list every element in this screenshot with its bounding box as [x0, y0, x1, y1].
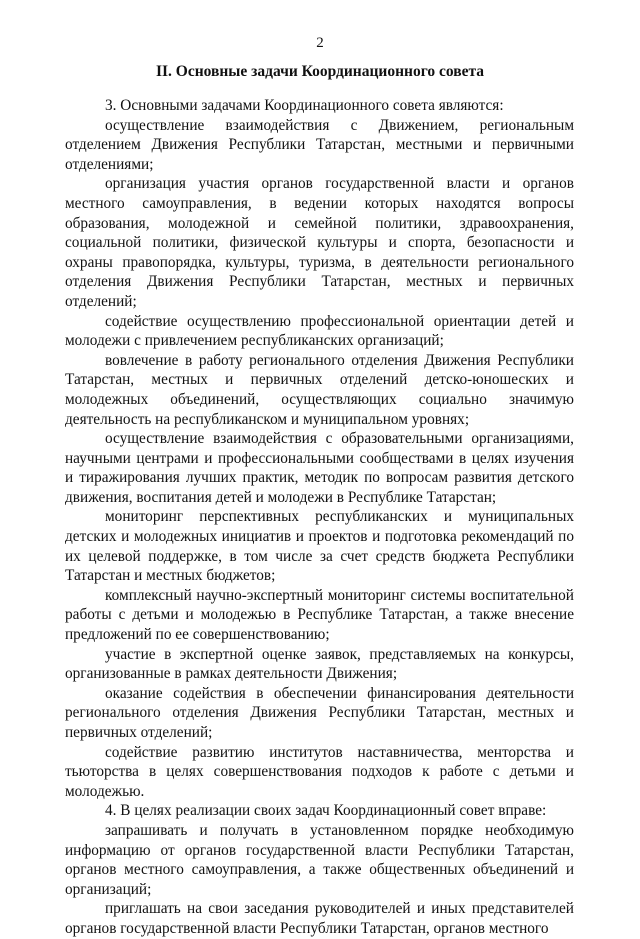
paragraph-monitoring-initiatives: мониторинг перспективных республиканских и муниципальных детских и молодежных инициатив и проектов и подготовка рекомендаций по их целевой поддержке, в том числе за счет средств бюджета Республики Татарстан и местных бюджетов; — [65, 508, 574, 585]
paragraph-expert-monitoring: комплексный научно-экспертный мониторинг системы воспитательной работы с детьми и молодежью в Республике Татарстан, а также внесение предложений по ее совершенствованию; — [65, 586, 574, 644]
paragraph-financing-support: оказание содействия в обеспечении финансирования деятельности регионального отделения Движения Республики Татарстан, местных и первичных отделений; — [65, 684, 574, 741]
section-title: II. Основные задачи Координационного совета — [155, 63, 485, 80]
document-body — [65, 96, 574, 939]
paragraph-organization-participation: организация участия органов государственной власти и органов местного самоуправления, в ведении которых находятся вопросы образования, молодежной и семейной политики, здравоохранения, социальной политики, физической культуры и спорта, безопасности и охраны правопорядка, культуры, туризма, в деятельности регионального отделения Движения Республики Татарстан, местных и первичных отделений; — [65, 175, 574, 310]
paragraph-invite-representatives: приглашать на свои заседания руководителей и иных представителей органов государственной власти Республики Татарстан, органов местного — [65, 900, 574, 937]
paragraph-item-3-heading: 3. Основными задачами Координационного совета являются: — [105, 97, 504, 114]
paragraph-request-information: запрашивать и получать в установленном порядке необходимую информацию от органов государственной власти Республики Татарстан, органов местного самоуправления, а также общественных объединений и организаций; — [65, 821, 574, 898]
page-number: 2 — [316, 35, 324, 51]
paragraph-interaction-with-movement: осуществление взаимодействия с Движением, региональным отделением Движения Республики Татарстан, местными и первичными отделениями; — [65, 116, 574, 173]
paragraph-item-4-heading: 4. В целях реализации своих задач Координационный совет вправе: — [105, 802, 547, 820]
paragraph-expert-evaluation: участие в экспертной оценке заявок, представляемых на конкурсы, организованные в рамках деятельности Движения; — [65, 645, 574, 683]
paragraph-mentorship: содействие развитию институтов наставничества, менторства и тьюторства в целях совершенствования подходов к работе с детьми и молодежью. — [65, 743, 574, 800]
paragraph-educational-interaction: осуществление взаимодействия с образовательными организациями, научными центрами и профессиональными сообществами в целях изучения и тиражирования лучших практик, методик по вопросам развития детского движения, воспитания детей и молодежи в Республике Татарстан; — [65, 430, 574, 506]
paragraph-professional-orientation: содействие осуществлению профессиональной ориентации детей и молодежи с привлечением республиканских организаций; — [65, 312, 574, 350]
paragraph-involvement: вовлечение в работу регионального отделения Движения Республики Татарстан, местных и первичных отделений детско-юношеских и молодежных объединений, осуществляющих социально значимую деятельность на республиканском и муниципальном уровнях; — [65, 351, 574, 428]
